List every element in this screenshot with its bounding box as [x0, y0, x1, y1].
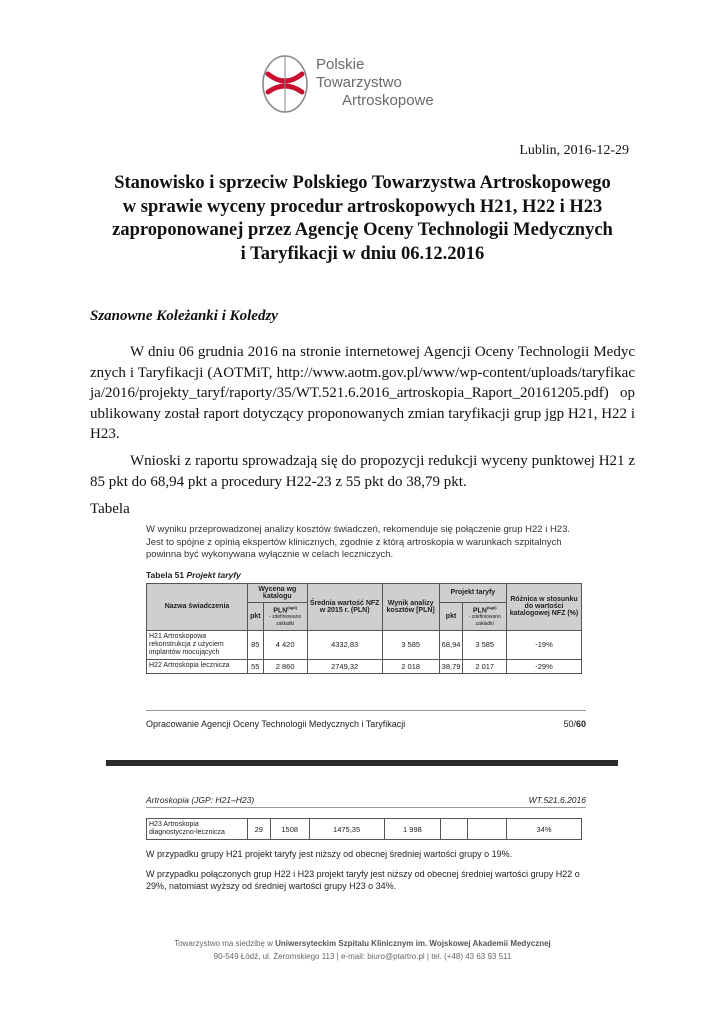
report-note-1: W przypadku grupy H21 projekt taryfy jest niższy od obecnej średniej wartości grupy o 19%. [146, 849, 513, 859]
header-pln [463, 602, 507, 630]
cell-roznica: -19% [507, 630, 582, 659]
cell-pkt: 85 [248, 630, 264, 659]
pln-label: PLN [273, 606, 288, 614]
cell-proj-pkt: 38,79 [439, 659, 463, 673]
report-excerpt-2 [146, 795, 586, 892]
tariff-table-continued [146, 818, 582, 840]
footer-line-2: 90-549 Łódź, ul. Żeromskiego 113 | e-mail: biuro@ptartro.pl | tel. (+48) 43 63 93 511 [213, 952, 512, 961]
cell-name: H23 Artroskopia diagnostyczno-lecznicza [147, 819, 248, 840]
cell-proj-pkt: 68,94 [439, 630, 463, 659]
pln-sup: (tąpl) [287, 604, 298, 610]
paragraph-1: W dniu 06 grudnia 2016 na stronie internetowej Agencji Oceny Technologii Medycznych i Taryfikacji (AOTMiT, http://www.aotm.gov.pl/www/wp-content/uploads/taryfikacja/2016/projekty_taryf/raporty/35/WT.521.6.2016_artroskopia_Raport_20161205.pdf) opublikowany został raport dotyczący proponowanych zmian taryfikacji grup jgp H21, H22 i H23. [90, 344, 635, 442]
table-caption [146, 570, 586, 580]
pln-sup: (tąpl) [486, 604, 497, 610]
source-text: Opracowanie Agencji Oceny Technologii Medycznych i Taryfikacji [146, 719, 406, 729]
header-name: Nazwa świadczenia [147, 583, 248, 630]
cell-pln: 4 420 [263, 630, 307, 659]
source-divider [146, 710, 586, 711]
page-total: 60 [575, 719, 586, 729]
table-caption-number: Tabela 51 [146, 569, 185, 580]
cell-pkt: 55 [248, 659, 264, 673]
greeting: Szanowne Koleżanki i Koledzy [90, 308, 278, 324]
cell-roznica: -29% [507, 659, 582, 673]
page-break-divider [106, 760, 618, 766]
paragraph-2: Wnioski z raportu sprowadzają się do propozycji redukcji wyceny punktowej H21 z 85 pkt do 68,94 pkt a procedury H22-23 z 55 pkt do 38,79 pkt. [90, 453, 635, 490]
title-line: i Taryfikacji w dniu 06.12.2016 [240, 243, 485, 264]
report-page-header [146, 795, 586, 808]
page-current: 50 [563, 719, 574, 729]
header-pkt: pkt [439, 602, 463, 630]
cell-srednia: 2749,32 [307, 659, 382, 673]
tabela-label: Tabela [90, 501, 130, 517]
pln-label: PLN [472, 606, 487, 614]
cell-wynik: 1 998 [384, 819, 441, 840]
report-source [146, 719, 586, 729]
header-roznica: Różnica w stosunku do wartości katalogowej NFZ (%) [507, 583, 582, 630]
header-pln [263, 602, 307, 630]
report-note-2: W przypadku połączonych grup H22 i H23 projekt taryfy jest niższy od obecnej średniej wartości grupy H22 o 29%, natomiast wyższy od średniej wartości grupy H23 o 34%. [146, 869, 580, 891]
pln-note: - zdefiniowano zakładki [468, 613, 501, 627]
document-date: Lublin, 2016-12-29 [519, 143, 629, 158]
page-number: 50/60 [563, 719, 586, 729]
table-row [147, 659, 582, 673]
cell-proj-pln: 2 017 [463, 659, 507, 673]
footer-prefix: Towarzystwo ma siedzibę w [174, 939, 273, 948]
header-pkt: pkt [248, 602, 264, 630]
table-row [147, 630, 582, 659]
title-line: zaproponowanej przez Agencję Oceny Technologii Medycznych [112, 220, 613, 240]
cell-proj-pkt [441, 819, 468, 840]
cell-pkt: 29 [247, 819, 270, 840]
logo [258, 52, 458, 116]
table-row [147, 819, 582, 840]
title-line: Stanowisko i sprzeciw Polskiego Towarzystwa Artroskopowego [114, 173, 611, 193]
cell-wynik: 2 018 [382, 659, 439, 673]
pln-note: - zdefiniowano zakładki [269, 613, 302, 627]
footer [0, 937, 725, 963]
document-title [90, 172, 635, 266]
cell-srednia: 1475,35 [309, 819, 384, 840]
cell-proj-pln: 3 585 [463, 630, 507, 659]
cell-pln: 2 860 [263, 659, 307, 673]
cell-name: H21 Artroskopowa rekonstrukcja z użyciem implantów mocujących [147, 630, 248, 659]
cell-name: H22 Artroskopia lecznicza [147, 659, 248, 673]
table-caption-title: Projekt taryfy [186, 569, 241, 580]
report-excerpt-1 [146, 524, 586, 674]
header-wycena: Wycena wg katalogu [248, 583, 308, 602]
cell-srednia: 4332,83 [307, 630, 382, 659]
report-header-right: WT.521.6.2016 [528, 795, 586, 805]
cell-wynik: 3 585 [382, 630, 439, 659]
tariff-table [146, 583, 582, 674]
report-intro: W wyniku przeprowadzonej analizy kosztów świadczeń, rekomenduje się połączenie grup H22 i H23. Jest to spójne z opinią ekspertów klinicznych, zgodnie z którą artroskopia w warunkach szpitalnych powinna być wykonywana wyłącznie w celach leczniczych. [146, 524, 571, 560]
title-line: w sprawie wyceny procedur artroskopowych H21, H22 i H23 [122, 196, 603, 217]
footer-institution: Uniwersyteckim Szpitalu Klinicznym im. Wojskowej Akademii Medycznej [275, 939, 551, 948]
header-projekt: Projekt taryfy [439, 583, 506, 602]
logo-line3: Artroskopowe [342, 92, 434, 109]
report-header-left: Artroskopia (JGP: H21–H23) [146, 795, 255, 805]
footer-line-1 [0, 937, 725, 950]
header-wynik: Wynik analizy kosztów [PLN] [382, 583, 439, 630]
cell-roznica: 34% [507, 819, 582, 840]
logo-line2: Towarzystwo [316, 74, 402, 91]
knee-logo-icon [258, 52, 312, 116]
cell-proj-pln [468, 819, 507, 840]
header-srednia: Średnia wartość NFZ w 2015 r. (PLN) [307, 583, 382, 630]
cell-pln: 1508 [270, 819, 309, 840]
logo-line1: Polskie [316, 56, 365, 73]
